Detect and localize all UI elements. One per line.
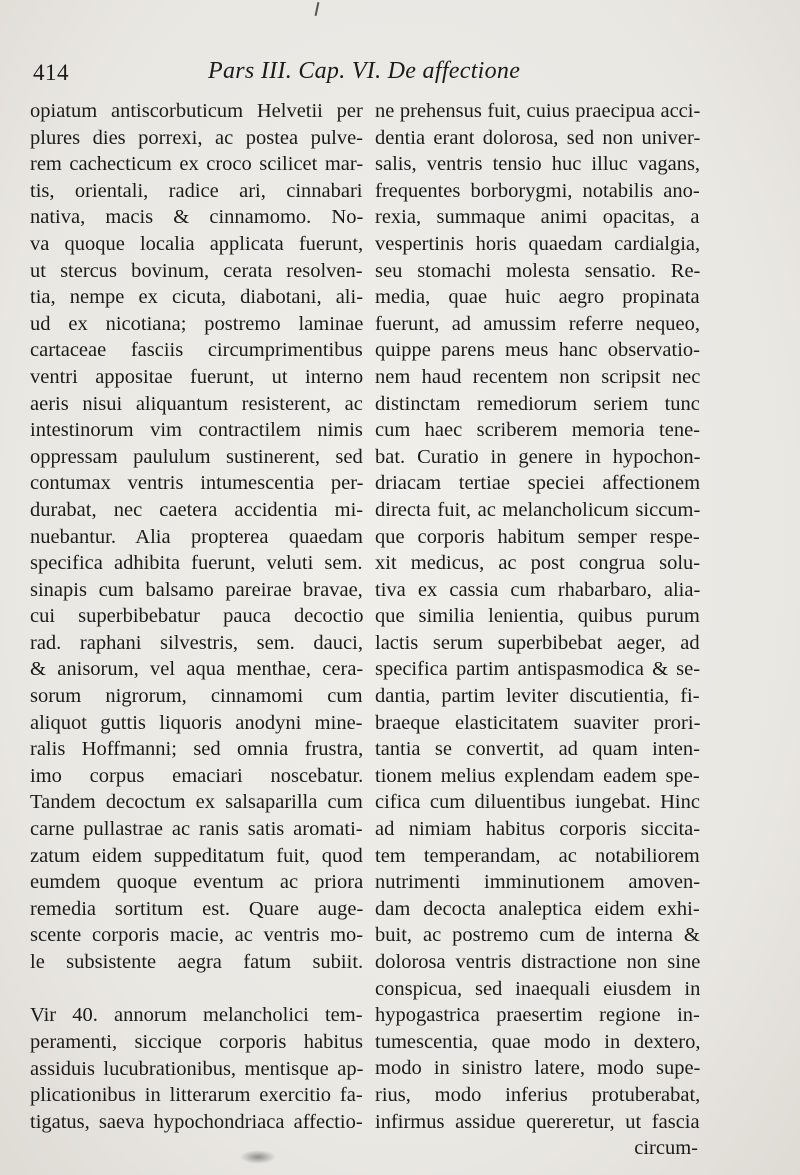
text-line: plures dies porrexi, ac postea pulve-: [30, 126, 364, 149]
text-line: nativa, macis & cinnamomo. No-: [30, 206, 364, 229]
text-line: modo in sinistro latere, modo supe-: [375, 1057, 701, 1080]
text-line: tis, orientali, radice ari, cinnabari: [30, 179, 363, 202]
text-line: assiduis lucubrationibus, mentisque ap-: [30, 1057, 364, 1080]
left-column-paragraph-1: [30, 98, 363, 976]
text-line: hypogastrica praesertim regione in-: [375, 1004, 700, 1027]
text-line: zatum eidem suppeditatum fuit, quod: [30, 844, 363, 867]
text-line: salis, ventris tensio huc illuc vagans,: [375, 153, 701, 176]
right-column-text: [375, 98, 700, 1135]
text-line: rem cachecticum ex croco scilicet mar-: [30, 153, 364, 176]
text-line: aliquot guttis liquoris anodyni mine-: [30, 711, 363, 734]
text-line: quippe parens meus hanc observatio-: [375, 339, 700, 362]
text-line: opiatum antiscorbuticum Helvetii per: [30, 100, 363, 122]
right-column: [375, 98, 700, 1162]
text-line: va quoque localia applicata fuerunt,: [30, 232, 364, 255]
text-line: ventri appositae fuerunt, ut interno: [30, 365, 364, 388]
text-line: intestinorum vim contractilem nimis: [30, 419, 363, 442]
text-line: tantia se convertit, ad quam inten-: [375, 738, 700, 761]
text-line: tigatus, saeva hypochondriaca affectio-: [30, 1110, 363, 1133]
text-line: cui superbibebatur pauca decoctio: [30, 605, 364, 628]
text-line: ud ex nicotiana; postremo laminae: [30, 312, 364, 335]
text-line: tionem melius explendam eadem spe-: [375, 764, 700, 787]
text-line: specifica adhibita fuerunt, veluti sem.: [30, 552, 363, 575]
left-column: [30, 98, 363, 1135]
text-line: sinapis cum balsamo pareirae bravae,: [30, 578, 363, 601]
text-line: media, quae huic aegro propinata: [375, 286, 700, 309]
text-line: directa fuit, ac melancholicum siccum-: [375, 498, 701, 521]
text-line: rad. raphani silvestris, sem. dauci,: [30, 631, 363, 654]
text-line: vespertinis horis quaedam cardialgia,: [375, 232, 701, 255]
text-line: durabat, nec caetera accidentia mi-: [30, 498, 364, 521]
text-line: cum haec scriberem memoria tene-: [375, 419, 700, 442]
running-title: Pars III. Cap. VI. De affectione: [208, 58, 521, 84]
text-line: plicationibus in litterarum exercitio fa-: [30, 1084, 363, 1107]
text-line: cifica cum diluentibus iungebat. Hinc: [375, 791, 700, 814]
text-line: imo corpus emaciari noscebatur.: [30, 764, 364, 787]
text-line: cartaceae fasciis circumprimentibus: [30, 339, 363, 362]
text-line: lactis serum superbibebat aeger, ad: [375, 631, 700, 654]
text-line: braeque elasticitatem suaviter prori-: [375, 711, 701, 734]
ink-mark: [315, 2, 320, 16]
paragraph-gap: [30, 976, 363, 1003]
text-line: conspicua, sed inaequali eiusdem in: [375, 977, 701, 1000]
text-line: driacam tertiae speciei affectionem: [375, 472, 701, 495]
text-line: dolorosa ventris distractione non sine: [375, 951, 701, 973]
text-line: scente corporis macie, ac ventris mo-: [30, 924, 364, 947]
text-line: distinctam remediorum seriem tunc: [375, 392, 700, 415]
text-line: peramenti, siccique corporis habitus: [30, 1030, 364, 1053]
text-line: que similia lenientia, quibus purum: [375, 605, 700, 628]
text-line: que corporis habitum semper respe-: [375, 525, 700, 548]
text-line: aeris nisui aliquantum resisterent, ac: [30, 392, 363, 415]
text-line: ut stercus bovinum, cerata resolven-: [30, 259, 363, 282]
text-line: fuerunt, ad amussim referre nequeo,: [375, 312, 700, 335]
text-line: dentia erant dolorosa, sed non univer-: [375, 126, 701, 149]
text-line: nem haud recentem non scripsit nec: [375, 365, 701, 388]
text-line: xit medicus, ac post congrua solu-: [375, 552, 701, 575]
text-line: dam decocta analeptica eidem exhi-: [375, 897, 700, 920]
catchword: circum-: [634, 1137, 698, 1160]
text-line: ralis Hoffmanni; sed omnia frustra,: [30, 738, 364, 761]
text-line: nutrimenti imminutionem amoven-: [375, 871, 701, 894]
text-line: le subsistente aegra fatum subiit.: [30, 951, 364, 973]
text-line: Vir 40. annorum melancholici tem-: [30, 1004, 363, 1027]
text-line: nuebantur. Alia propterea quaedam: [30, 525, 363, 548]
text-line: eumdem quoque eventum ac priora: [30, 871, 364, 894]
text-line: specifica partim antispasmodica & se-: [375, 658, 701, 681]
left-column-paragraph-2: [30, 1002, 363, 1135]
text-line: Tandem decoctum ex salsaparilla cum: [30, 791, 363, 814]
page-header: [30, 56, 730, 90]
text-line: tem temperandam, ac notabiliorem: [375, 844, 700, 867]
text-line: & anisorum, vel aqua menthae, cera-: [30, 658, 364, 681]
text-line: buit, ac postremo cum de interna &: [375, 924, 700, 947]
text-line: bat. Curatio in genere in hypochon-: [375, 445, 701, 468]
text-line: rius, modo inferius protuberabat,: [375, 1083, 701, 1106]
text-line: tia, nempe ex cicuta, diabotani, ali-: [30, 286, 364, 309]
text-line: seu stomachi molesta sensatio. Re-: [375, 259, 701, 282]
page-number: 414: [33, 60, 69, 85]
text-line: dantia, partim leviter discutientia, fi-: [375, 685, 700, 708]
text-line: ne prehensus fuit, cuius praecipua acci-: [375, 100, 701, 122]
text-line: frequentes borborygmi, notabilis ano-: [375, 179, 700, 202]
text-line: sorum nigrorum, cinnamomi cum: [30, 685, 363, 708]
text-line: remedia sortitum est. Quare auge-: [30, 897, 364, 920]
text-line: oppressam paululum sustinerent, sed: [30, 445, 363, 468]
text-line: infirmus assidue quereretur, ut fascia: [375, 1110, 700, 1133]
text-line: tumescentia, quae modo in dextero,: [375, 1030, 701, 1053]
text-line: rexia, summaque animi opacitas, a: [375, 206, 700, 229]
text-line: tiva ex cassia cum rhabarbaro, alia-: [375, 578, 701, 601]
text-line: ad nimiam habitus corporis siccita-: [375, 818, 701, 841]
text-line: carne pullastrae ac ranis satis aromati-: [30, 818, 363, 841]
ink-smudge: [240, 1150, 276, 1164]
text-line: contumax ventris intumescentia per-: [30, 472, 364, 495]
